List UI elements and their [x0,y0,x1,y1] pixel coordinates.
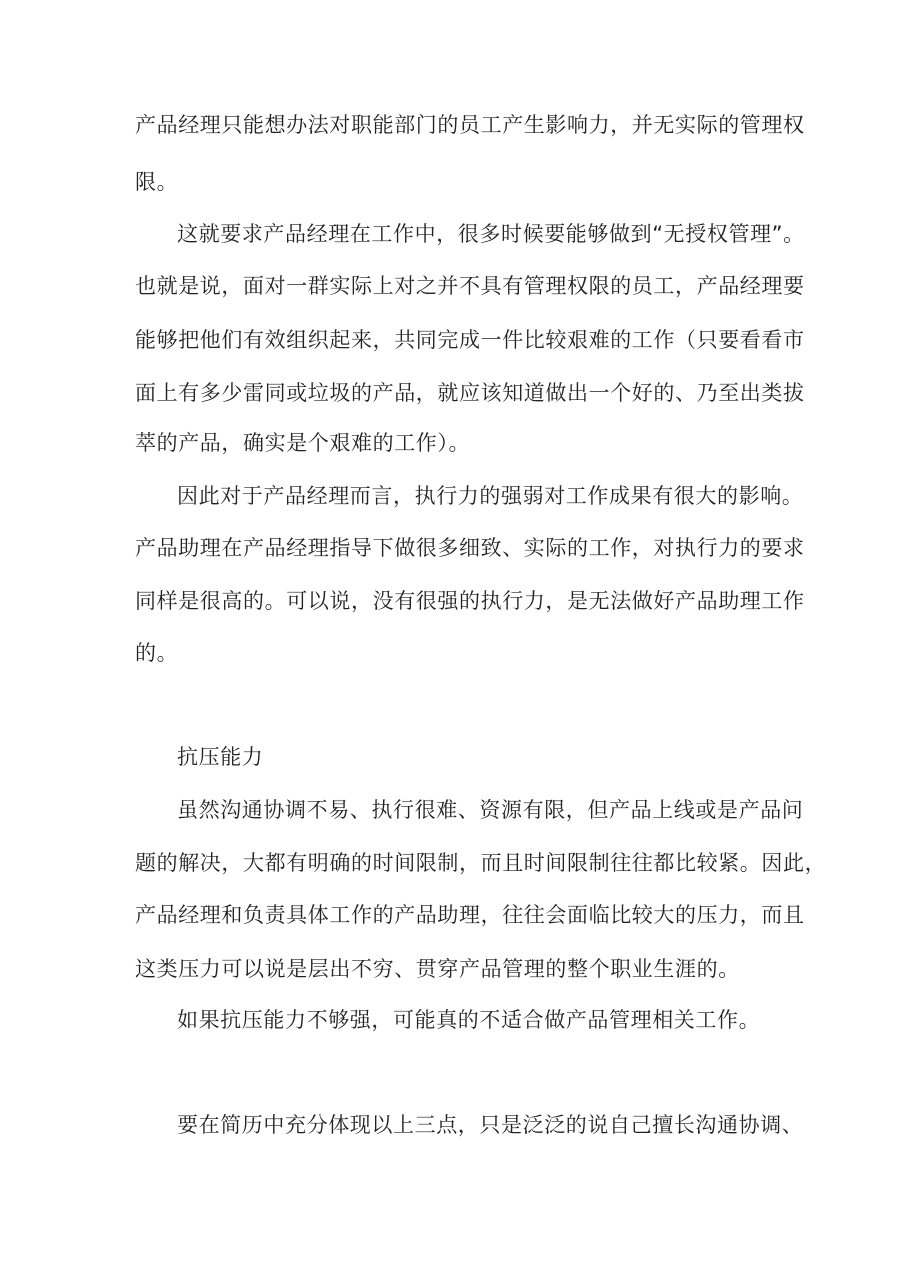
paragraph-line: 题的解决，大都有明确的时间限制，而且时间限制往往都比较紧。因此， [135,851,827,875]
section-heading: 抗压能力 [177,745,264,769]
paragraph-line: 因此对于产品经理而言，执行力的强弱对工作成果有很大的影响。 [177,484,804,508]
paragraph-line: 虽然沟通协调不易、执行很难、资源有限，但产品上线或是产品问 [177,798,804,822]
paragraph-line: 产品经理和负责具体工作的产品助理，往往会面临比较大的压力，而且 [135,903,805,927]
paragraph-line: 这类压力可以说是层出不穷、贯穿产品管理的整个职业生涯的。 [135,957,740,981]
paragraph-line: 要在简历中充分体现以上三点，只是泛泛的说自己擅长沟通协调、 [177,1113,804,1137]
paragraph-line: 同样是很高的。可以说，没有很强的执行力，是无法做好产品助理工作 [135,589,805,613]
paragraph-line: 面上有多少雷同或垃圾的产品，就应该知道做出一个好的、乃至出类拔 [135,381,805,405]
paragraph-line: 限。 [135,170,179,194]
paragraph-line: 如果抗压能力不够强，可能真的不适合做产品管理相关工作。 [177,1008,761,1032]
paragraph-line: 的。 [135,641,179,665]
paragraph-line: 产品经理只能想办法对职能部门的员工产生影响力，并无实际的管理权 [135,113,805,137]
paragraph-line: 产品助理在产品经理指导下做很多细致、实际的工作，对执行力的要求 [135,536,805,560]
paragraph-line: 也就是说，面对一群实际上对之并不具有管理权限的员工，产品经理要 [135,274,805,298]
paragraph-line: 这就要求产品经理在工作中，很多时候要能够做到“无授权管理”。 [177,222,805,246]
paragraph-line: 萃的产品，确实是个艰难的工作）。 [135,431,471,455]
paragraph-line: 能够把他们有效组织起来，共同完成一件比较艰难的工作（只要看看市 [135,328,805,352]
